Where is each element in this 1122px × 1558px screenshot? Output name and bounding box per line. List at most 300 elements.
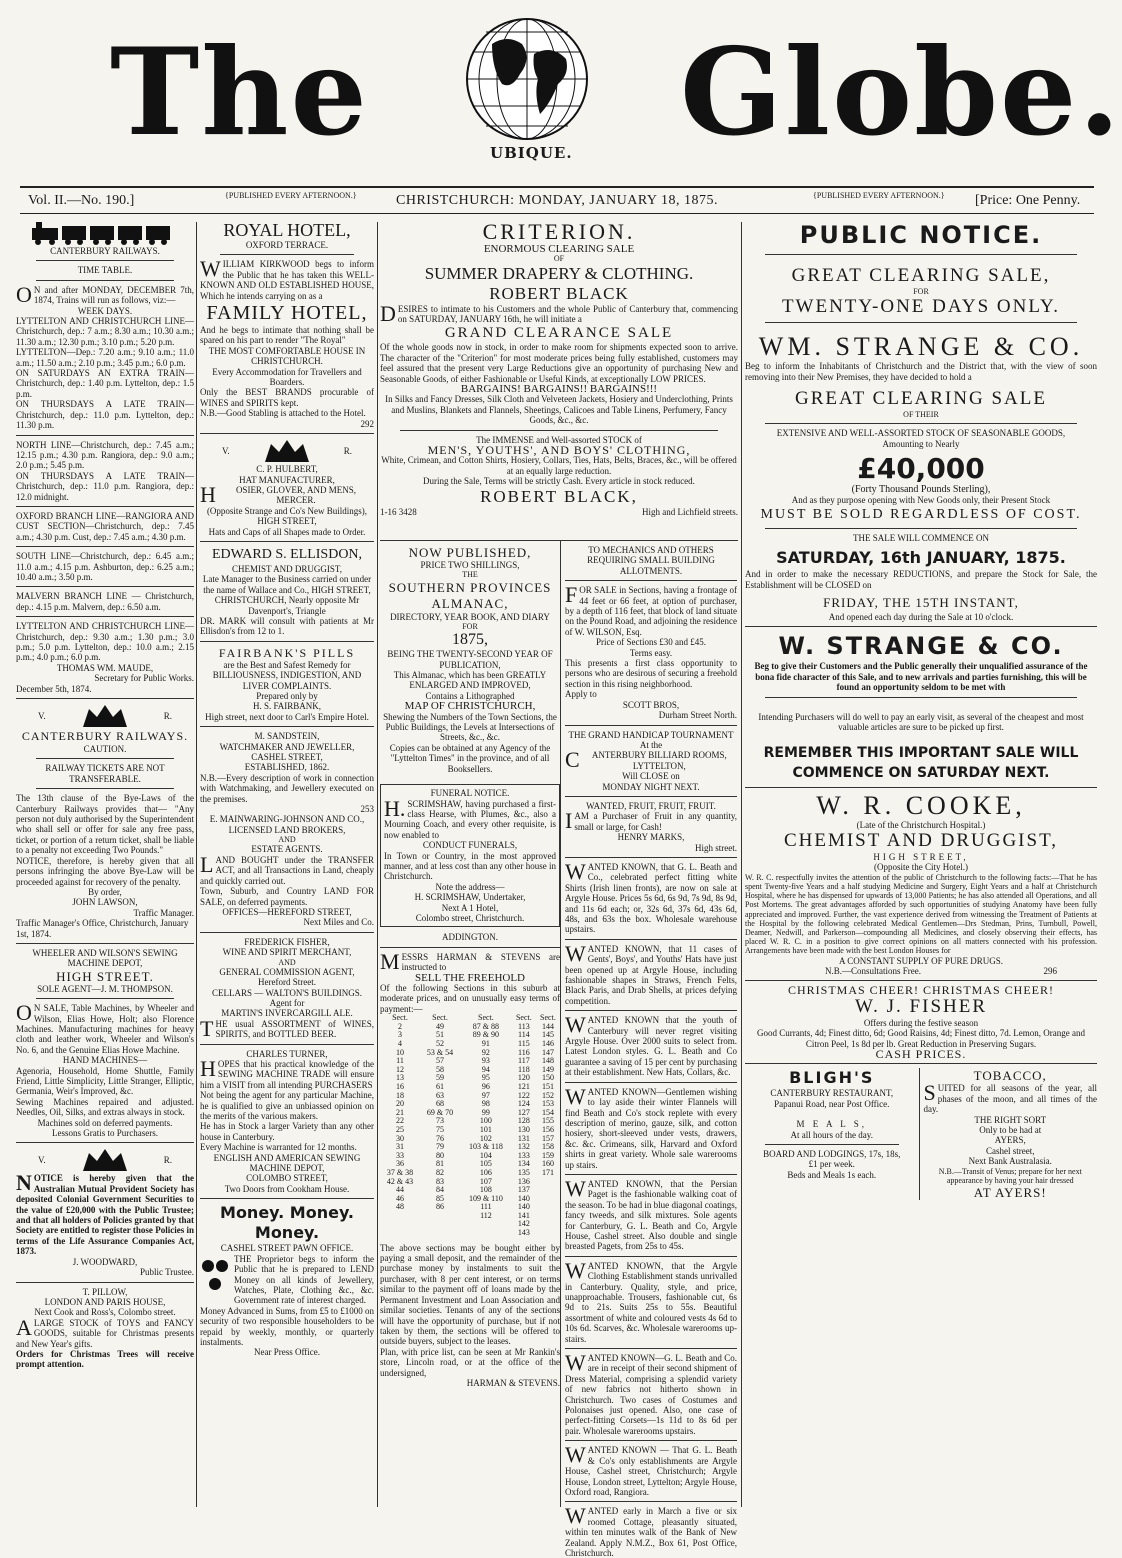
mechanics-body: FOR SALE in Sections, having a frontage of 44 feet or 66 feet, at option of purchaser, by a depth of 116 feet, that block of land situate on the Pound Road, and adjoining the residence of W. WILSON, Esq. — [565, 582, 737, 637]
hotel-subtitle: OXFORD TERRACE. — [245, 240, 329, 250]
turner-body2: Not being the agent for any particular Machine, he is qualified to give an unbiassed opinion on the merits of the various makers. — [200, 1090, 374, 1122]
rail-item: LYTTELTON AND CHRISTCHURCH LINE—Christchurch, dep.: 9.30 a.m.; 1.30 p.m.; 3.0 p.m.; 5.0 p.m. Lyttelton, dep.: 10.0 a.m.; 2.15 p.m.; 4.0 p.m.; 6.0 p.m. — [16, 621, 194, 663]
hat-trade: HAT MANUFACTURER, — [239, 474, 335, 485]
table-cell: 42 & 43 — [386, 1176, 414, 1186]
table-cell: 103 & 118 — [468, 1142, 503, 1152]
royal-crest-icon — [75, 703, 135, 729]
almanac-being: BEING THE TWENTY-SECOND YEAR OF PUBLICATION, — [387, 649, 553, 670]
hat-name: C. P. HULBERT, — [256, 464, 318, 475]
table-cell: 31 — [396, 1142, 404, 1152]
cooke-late: (Late of the Christchurch Hospital.) — [856, 819, 986, 830]
rail-title: CANTERBURY RAILWAYS. — [50, 246, 160, 256]
table-cell: 104 — [479, 1150, 492, 1160]
sections-table-header: Sect. — [478, 1013, 494, 1023]
caution-body: The 13th clause of the Bye-Laws of the Canterbury Railways provides that— "Any person not duly authorised by the Superintendent who shall sell or offer for sale any free pass, ticket, or portion of a return ticket, shall be liable to a penalty not exceeding Two Pounds." — [16, 793, 194, 856]
vr-r: R. — [163, 1155, 172, 1166]
hotel-body6: N.B.—Good Stabling is attached to the Hotel. — [200, 408, 366, 419]
table-cell: 25 — [396, 1124, 404, 1134]
cooke-opposite: (Opposite the City Hotel.) — [874, 862, 968, 873]
hat-body2: Hats and Caps of all Shapes made to Order. — [208, 526, 366, 537]
table-row — [380, 1152, 560, 1161]
addington-body4: Plan, with price list, can be seen at Mr Rankin's store, Lincoln road, or at the office of the undersigned, — [380, 1346, 560, 1378]
tobacco-ad — [920, 1068, 1098, 1200]
for: FOR — [913, 287, 929, 296]
bottom-split — [745, 1068, 1097, 1200]
criterion-line: SUMMER DRAPERY & CLOTHING. — [424, 263, 694, 283]
table-cell: 2 — [398, 1021, 402, 1031]
money-subtitle: CASHEL STREET PAWN OFFICE. — [220, 1243, 354, 1254]
criterion-of: OF — [553, 254, 565, 264]
christmas-cheer: CHRISTMAS CHEER! CHRISTMAS CHEER! — [787, 983, 1055, 998]
rail-item: ON THURSDAYS A LATE TRAIN—Christchurch, dep.: 11.0 p.m. Rangiora, dep.: 12.0 midnight. — [16, 470, 194, 502]
turner-body3: He has in Stock a larger Variety than any other house in Canterbury. — [200, 1121, 374, 1142]
caution-signatory: JOHN LAWSON, — [72, 897, 138, 908]
tobacco-sort: THE RIGHT SORT — [974, 1114, 1047, 1125]
bligh-address: Papanui Road, near Post Office. — [774, 1098, 890, 1109]
table-cell: 141 — [517, 1210, 530, 1220]
table-cell: 22 — [396, 1116, 404, 1126]
table-cell: 157 — [541, 1133, 554, 1143]
caution-date: Traffic Manager's Office, Christchurch, January 1st, 1874. — [16, 918, 189, 939]
caution-subtitle: CAUTION. — [83, 744, 127, 755]
criterion-name: ROBERT BLACK — [489, 283, 629, 303]
remember: REMEMBER THIS IMPORTANT SALE WILL — [763, 744, 1079, 761]
table-cell — [536, 1203, 560, 1212]
sewing-terms: Machines sold on deferred payments. — [37, 1117, 173, 1128]
table-cell — [536, 1212, 560, 1221]
table-cell: 127 — [517, 1107, 530, 1117]
great-sale-2: GREAT CLEARING SALE — [795, 388, 1047, 410]
almanac-title2: ALMANAC, — [431, 595, 509, 611]
firm-body: Beg to inform the Inhabitants of Christchurch and the District that, with the view of soon removing into their New Premises, they have decided to hold a — [745, 361, 1097, 382]
sections-table-header: Sect. — [432, 1013, 448, 1023]
great-sale: GREAT CLEARING SALE, — [791, 265, 1051, 286]
table-cell: 171 — [541, 1167, 554, 1177]
table-cell: 11 — [396, 1056, 404, 1066]
table-cell: 156 — [541, 1124, 554, 1134]
rail-subtitle: TIME TABLE. — [77, 265, 133, 276]
watch-established: ESTABLISHED, 1862. — [244, 762, 330, 773]
table-cell: 124 — [517, 1099, 530, 1109]
table-cell: 13 — [396, 1073, 404, 1083]
rail-item: ON THURSDAYS A LATE TRAIN—Christchurch, dep.: 11.0 p.m. Lyttelton, dep.: 11.30 p.m. — [16, 399, 194, 431]
pills-body: BILLIOUSNESS, INDIGESTION, AND LIVER COMPLAINTS. — [212, 670, 362, 691]
almanac-title: SOUTHERN PROVINCES — [388, 579, 552, 595]
table-cell: 152 — [541, 1090, 554, 1100]
table-cell — [536, 1195, 560, 1204]
hotel-body3: THE MOST COMFORTABLE HOUSE IN CHRISTCHURCH. — [208, 345, 366, 367]
table-cell — [536, 1220, 560, 1229]
almanac-the: THE — [462, 570, 478, 580]
wine-name: FREDERICK FISHER, — [244, 936, 330, 947]
rail-item: OXFORD BRANCH LINE—RANGIORA AND CUST SECTION—Christchurch, dep.: 7.45 a.m.; 4.30 p.m. Cust, dep.: 7.45 a.m.; 4.30 p.m. — [16, 510, 194, 542]
table-cell: 159 — [541, 1150, 554, 1160]
column-rule — [741, 222, 742, 1507]
fruit-name: HENRY MARKS, — [617, 832, 685, 843]
hat-body: HOSIER, GLOVER, AND MENS, MERCER. — [200, 481, 356, 507]
wanted-known: WANTED KNOWN—Gentlemen wishing to lay aside their winter Flannels will find Beath and Co's stock replete with every description of merino, gauze, silk, and cotton hosiery, short-sleeved under vests, drawers, &c. &c. Crimeans, silk, Harvard and Oxford shirts in great variety. Whole sale warerooms up stairs. — [565, 1083, 737, 1170]
hotel-title: ROYAL HOTEL, — [223, 220, 351, 240]
almanac-body3: Copies can be obtained at any Agency of the "Lyttelton Times" in the province, and of all Booksellers. — [389, 742, 551, 774]
table-row — [380, 1195, 560, 1204]
rail-date: December 5th, 1874. — [16, 683, 92, 694]
table-cell: 132 — [517, 1142, 530, 1152]
sections-table-header: Sect. — [540, 1013, 556, 1023]
wanted-known: WANTED KNOWN — That G. L. Beath & Co's only establishments are Argyle House, Cashel street, Christchurch; Argyle House, London street, Lyttelton; Argyle House, Oxford road, Rangiora. — [565, 1442, 737, 1497]
wine-and: AND — [278, 957, 296, 967]
royal-crest-icon — [75, 1147, 135, 1173]
table-cell: 92 — [481, 1047, 490, 1057]
table-cell: 16 — [396, 1081, 404, 1091]
fisher-cash: CASH PRICES. — [875, 1046, 967, 1061]
table-cell: 57 — [436, 1056, 445, 1066]
table-cell: 112 — [480, 1210, 492, 1220]
tobacco-title: TOBACCO, — [973, 1068, 1047, 1084]
volume-number: Vol. II.—No. 190.] — [28, 193, 135, 208]
hotel-body2: And he begs to intimate that nothing shall be spared on his part to render "The Royal" — [200, 325, 374, 346]
sections-table — [380, 1014, 560, 1237]
sections-table-header: Sect. — [392, 1013, 408, 1023]
table-row — [380, 1203, 560, 1212]
royal-arms — [200, 438, 374, 464]
table-cell: 116 — [518, 1047, 530, 1057]
chemist-body2: DR. MARK will consult with patients at Mr Ellisdon's from 12 to 1. — [200, 615, 374, 637]
table-cell — [380, 1212, 420, 1221]
table-cell — [380, 1220, 420, 1229]
table-cell: 140 — [517, 1193, 530, 1203]
turner-address: Two Doors from Cookham House. — [224, 1183, 350, 1194]
fisher-name: W. J. FISHER — [854, 995, 988, 1017]
cottage-wanted: WANTED early in March a five or six roomed Cottage, pleasantly situated, within ten minutes walk of the Bank of New Zealand. Apply N.M.Z., Box 61, Post Office, Christchurch. — [565, 1503, 737, 1558]
locomotive-icon — [30, 220, 180, 246]
column-1 — [16, 220, 194, 1508]
table-row — [380, 1220, 560, 1229]
friday: FRIDAY, THE 15TH INSTANT, — [823, 595, 1019, 611]
funeral-note: Note the address— — [435, 881, 505, 892]
opened-each-day: And opened each day during the Sale at 10 o'clock. — [828, 612, 1014, 623]
addington-body2: Of the following Sections in this suburb at moderate prices, and on unusually easy terms of payment:— — [380, 983, 560, 1014]
bligh-board: BOARD AND LODGINGS, 17s, 18s, — [763, 1149, 901, 1160]
table-cell: 153 — [541, 1099, 554, 1109]
column-rule — [196, 222, 197, 1507]
land-offices2: Next Miles and Co. — [303, 917, 374, 928]
almanac-map: Contains a Lithographed — [425, 690, 515, 701]
funeral-body: H.SCRIMSHAW, having purchased a first-class Hearse, with Plumes, &c., also a Mourning Coach, and every other requisite, is now enabled to — [384, 795, 556, 840]
funeral-title: FUNERAL NOTICE. — [430, 788, 510, 799]
sum-amount: £40,000 — [857, 452, 985, 486]
table-cell: 99 — [481, 1107, 490, 1117]
bligh-beds: Beds and Meals 1s each. — [787, 1169, 877, 1180]
caution-notice: NOTICE, therefore, is hereby given that all persons infringing the above Bye-Law will be proceeded against for recovery of the penalty. — [16, 855, 194, 887]
funeral-conduct: CONDUCT FUNERALS, — [422, 840, 518, 851]
sale-date: SATURDAY, 16th JANUARY, 1875. — [776, 548, 1066, 568]
table-row — [380, 1049, 560, 1058]
table-row — [380, 1229, 560, 1238]
pills-prepared: Prepared only by — [256, 691, 318, 701]
hotel-number: 292 — [360, 418, 374, 429]
table-row — [380, 1126, 560, 1135]
vr-v: V. — [38, 710, 46, 721]
column-4 — [565, 545, 737, 1558]
rail-signatory-role: Secretary for Public Works. — [94, 673, 194, 684]
table-cell: 53 & 54 — [426, 1047, 454, 1057]
table-cell: 37 & 38 — [386, 1167, 414, 1177]
table-cell: 160 — [541, 1159, 554, 1169]
table-cell: 76 — [436, 1133, 445, 1143]
body-3: And in order to make the necessary REDUCTIONS, and prepare the Stock for Sale, the Establishment will be CLOSED on — [745, 569, 1097, 590]
table-cell — [420, 1229, 460, 1238]
watch-street: CASHEL STREET, — [251, 752, 323, 763]
criterion-sub: ENORMOUS CLEARING SALE — [483, 243, 635, 255]
body-2: And as they purpose opening with New Goods only, their Present Stock — [791, 495, 1051, 506]
table-cell: 113 — [518, 1021, 530, 1031]
table-cell: 94 — [481, 1064, 490, 1074]
land-name: E. MAINWARING-JOHNSON AND CO., — [209, 814, 365, 825]
table-cell — [380, 1229, 420, 1238]
cooke-supply: A CONSTANT SUPPLY OF PURE DRUGS. — [839, 955, 1003, 966]
table-row — [380, 1212, 560, 1221]
chemist-body: Late Manager to the Business carried on under the name of Wallace and Co., HIGH STREET, CHRISTCHURCH, Nearly opposite Mr Davenport's, Triangle — [202, 574, 372, 616]
motto: UBIQUE. — [490, 144, 573, 162]
caution-order: By order, — [88, 886, 122, 897]
column-rule — [377, 222, 378, 1507]
table-cell: 151 — [541, 1081, 554, 1091]
table-cell: 73 — [436, 1116, 445, 1126]
cooke-number: 296 — [1043, 965, 1057, 976]
sewing-title: WHEELER AND WILSON'S SEWING MACHINE DEPOT, — [32, 947, 178, 969]
tobacco-had: Only to be had at — [979, 1125, 1042, 1136]
column-3 — [380, 545, 560, 1507]
table-row — [380, 1100, 560, 1109]
mechanics-price: Price of Sections £30 and £45. — [596, 637, 706, 648]
of-their: OF THEIR — [903, 410, 939, 420]
money-title: Money. Money. Money. — [220, 1203, 354, 1243]
turner-depot: ENGLISH AND AMERICAN SEWING MACHINE DEPOT, — [213, 1152, 361, 1174]
money-address: Near Press Office. — [253, 1347, 321, 1358]
table-cell — [536, 1186, 560, 1195]
rail-intro: ON and after MONDAY, DECEMBER 7th, 1874, Trains will run as follows, viz:— — [16, 281, 194, 307]
tobacco-next: Next Bank Australasia. — [968, 1156, 1052, 1167]
vr-r: R. — [163, 710, 172, 721]
pillow-trees: Orders for Christmas Trees will receive prompt attention. — [16, 1348, 194, 1370]
sewing-hand: HAND MACHINES— — [62, 1055, 148, 1066]
caution-role: Traffic Manager. — [133, 907, 194, 918]
cooke-nb: N.B.—Consultations Free. — [825, 965, 921, 976]
table-row — [380, 1117, 560, 1126]
firm-name: WM. STRANGE & CO. — [758, 332, 1084, 362]
wine-trade: WINE AND SPIRIT MERCHANT, — [222, 947, 352, 958]
twenty-one-days: TWENTY-ONE DAYS ONLY. — [781, 296, 1061, 318]
almanac-directory: DIRECTORY, YEAR BOOK, AND DIARY — [390, 611, 550, 622]
table-cell: 114 — [518, 1030, 530, 1040]
table-cell: 155 — [541, 1116, 554, 1126]
table-cell: 149 — [541, 1064, 554, 1074]
watch-trade: WATCHMAKER AND JEWELLER, — [219, 741, 355, 752]
table-cell: 140 — [517, 1202, 530, 1212]
firm-name-2: W. STRANGE & CO. — [778, 632, 1064, 661]
table-cell: 81 — [436, 1159, 445, 1169]
bligh-hours: At all hours of the day. — [790, 1129, 873, 1140]
table-row — [380, 1023, 560, 1032]
table-cell: 106 — [479, 1167, 492, 1177]
column-2 — [200, 220, 374, 1508]
table-cell: 51 — [436, 1030, 445, 1040]
masthead-title-right: Globe. — [680, 22, 1122, 163]
table-cell: 105 — [479, 1159, 492, 1169]
pillow-firm: LONDON AND PARIS HOUSE, — [44, 1296, 166, 1307]
royal-arms — [16, 1147, 194, 1173]
place-date: CHRISTCHURCH: MONDAY, JANUARY 18, 1875. — [396, 193, 718, 208]
hotel-body: WILLIAM KIRKWOOD begs to inform the Public that he has taken this WELL-KNOWN AND OLD ESTABLISHED HOUSE, Which he intends carrying on as a — [200, 256, 374, 301]
table-cell: 52 — [436, 1039, 445, 1048]
vr-v: V. — [38, 1155, 46, 1166]
rail-weekdays: WEEK DAYS. — [77, 305, 133, 316]
tobacco-body: SUITED for all seasons of the year, all phases of the moon, and all times of the day. — [923, 1080, 1097, 1115]
globe-icon — [462, 14, 592, 144]
criterion-sign: ROBERT BLACK, — [480, 486, 638, 506]
table-row — [380, 1109, 560, 1118]
criterion-body: DESIRES to intimate to his Customers and the whole Public of Canterbury that, commencing on SATURDAY, JANUARY 16th, he will initiate a — [380, 300, 738, 326]
table-cell: 33 — [396, 1150, 404, 1160]
criterion-ad — [380, 220, 738, 538]
table-row — [380, 1092, 560, 1101]
table-cell — [536, 1178, 560, 1187]
table-cell: 44 — [396, 1185, 404, 1195]
criterion-title: CRITERION. — [482, 219, 636, 244]
land-and: AND — [278, 835, 296, 845]
billiard-title: THE GRAND HANDICAP TOURNAMENT — [568, 729, 734, 740]
cooke-body: W. R. C. respectfully invites the attention of the public of Christchurch to the following facts:—That he has spent Twenty-five Years and a half studying Medicine and Surgery, Eight Years and a half at Christchurch Hospital, where he has dispensed for upwards of 13,000 Patients; he has also attended all Operations, and all Post Mortems. The great advantages afforded by such opportunities of studying Anatomy have been fully appreciated and improved. Further, the vast experience derived from witnessing the Treatment of Patients at the Hospital by the following celebrated Medical Gentlemen—Drs Stedman, Prins, Turnbull, Powell, Deamer, Nedwill, and Parkerson—compounding all Medicines, and closely observing their effects, has placed W. R. C. in a position to give correct opinions on all matters connected with his profession. Arrangements have been made with the best London Houses for — [745, 872, 1097, 956]
cooke-street: HIGH STREET, — [873, 851, 969, 862]
table-cell: 59 — [436, 1073, 445, 1083]
billiard-at: At the — [639, 739, 663, 750]
watch-body: N.B.—Every description of work in connection with Watchmaking, and Jewellery executed on the premises. — [200, 772, 374, 804]
bligh-meals: M E A L S, — [796, 1119, 867, 1130]
table-cell: 145 — [541, 1030, 554, 1040]
wanted-known: WANTED KNOWN, that G. L. Beath and Co., celebrated perfect fitting white Shirts (Irish linen fronts), are now on sale at Argyle House. Prices 5s 6d, 6s 9d, 7s 9d, 8s 9d, and 11s 6d each; or, 32s 6d, 37s 6d, 43s 6d, 48s, and 63s the box. Wholesale warehouse upstairs. — [565, 858, 737, 935]
funeral-body2: In Town or Country, in the most approved manner, and at less cost than any other house in Christchurch. — [384, 850, 556, 882]
sewing-lessons: Lessons Gratis to Purchasers. — [52, 1128, 158, 1139]
table-cell: 79 — [436, 1142, 445, 1152]
table-cell: 95 — [481, 1073, 490, 1083]
tobacco-nb: N.B.—Transit of Venus; prepare for her next appearance by having your hair dressed — [938, 1166, 1082, 1185]
land-body2: Town, Suburb, and Country LAND FOR SALE, on deferred payments. — [200, 886, 374, 907]
wine-agent-for: Agent for — [269, 997, 305, 1008]
funeral-name: H. SCRIMSHAW, Undertaker, — [414, 892, 526, 903]
sewing-hand-body: Agenoria, Household, Home Shuttle, Family Friend, Little Simplicity, Little Stranger, Elliptic, Germania, Weir's Improved, &c. — [16, 1065, 194, 1097]
money-body: THE Proprietor begs to inform the Public that he is prepared to LEND Money on all kinds of Jewellery, Watches, Plate, Clothing &c., &c. Government rate of interest charged. — [234, 1253, 374, 1306]
mechanics-title: TO MECHANICS AND OTHERS REQUIRING SMALL BUILDING ALLOTMENTS. — [587, 545, 715, 576]
table-cell: 135 — [517, 1167, 530, 1177]
fruit-body: IAM a Purchaser of Fruit in any quantity, small or large, for Cash! — [565, 808, 737, 834]
tobacco-name: AYERS, — [994, 1135, 1026, 1146]
table-cell: 46 — [396, 1193, 404, 1203]
pillow-body: ALARGE STOCK of TOYS and FANCY GOODS, suitable for Christmas presents and New Year's gifts. — [16, 1314, 194, 1349]
table-cell: 147 — [541, 1047, 554, 1057]
table-cell: 10 — [396, 1047, 404, 1057]
sections-table-header: Sect. — [515, 1013, 532, 1023]
amp-role: Public Trustee. — [139, 1267, 194, 1278]
pills-subtitle: are the Best and Safest Remedy for — [223, 659, 351, 670]
stock-line: EXTENSIVE AND WELL-ASSORTED STOCK OF SEASONABLE GOODS, — [776, 428, 1066, 439]
table-cell — [420, 1220, 460, 1229]
table-cell: 109 & 110 — [468, 1193, 503, 1203]
table-cell — [536, 1229, 560, 1238]
watch-name: M. SANDSTEIN, — [254, 731, 320, 742]
addington-sell: SELL THE FREEHOLD — [415, 971, 525, 984]
table-row — [380, 1066, 560, 1075]
firm2-body: Beg to give their Customers and the Public generally their unqualified assurance of the bona fide character of this Sale, and to new arrivals and parties furnishing, this will be found an opportunity seldom to be met with — [754, 661, 1088, 693]
turner-name: CHARLES TURNER, — [246, 1048, 328, 1059]
table-row — [380, 1031, 560, 1040]
masthead — [20, 6, 1122, 182]
amp-signatory: J. WOODWARD, — [72, 1256, 138, 1267]
table-cell: 148 — [541, 1056, 554, 1066]
table-cell: 115 — [518, 1039, 530, 1048]
hotel-body5: Only the BEST BRANDS procurable of WINES and SPIRITS kept. — [200, 387, 374, 408]
vr-v: V. — [222, 445, 230, 456]
wine-ale: MARTIN'S INVERCARGILL ALE. — [221, 1008, 353, 1019]
table-cell: 118 — [518, 1064, 530, 1074]
chemist-trade: CHEMIST AND DRUGGIST, — [232, 563, 342, 574]
billiard-name: CANTERBURY BILLIARD ROOMS, LYTTELTON, — [565, 747, 727, 773]
wine-agent: GENERAL COMMISSION AGENT, — [219, 966, 355, 977]
turner-body4: Every Machine is warranted for 12 months. — [200, 1142, 357, 1153]
table-cell: 154 — [541, 1107, 554, 1117]
pawnbroker-balls-icon — [200, 1254, 230, 1294]
sewing-body: ON SALE, Table Machines, by Wheeler and Wilson, Elias Howe, Holt; also Florence Machines. Manufacturing machines for heavy cloth and leather work, Wheeler and Wilson's No. 6, and the Genuine Elias Howe Machine. — [16, 1000, 194, 1055]
must-be-sold: MUST BE SOLD REGARDLESS OF COST. — [760, 506, 1082, 522]
table-cell: 12 — [396, 1064, 404, 1074]
table-cell: 80 — [436, 1150, 445, 1160]
table-cell: 144 — [541, 1021, 554, 1031]
table-cell: 130 — [517, 1124, 530, 1134]
table-cell: 87 & 88 — [472, 1021, 500, 1031]
dateline — [20, 186, 1094, 214]
land-offices: OFFICES—HEREFORD STREET, — [222, 906, 352, 917]
rail-item: MALVERN BRANCH LINE — Christchurch, dep.: 4.15 p.m. Malvern, dep.: 6.50 a.m. — [16, 591, 194, 612]
criterion-stock: The IMMENSE and Well-assorted STOCK of — [476, 434, 642, 445]
table-cell: 85 — [436, 1193, 445, 1203]
almanac-year: 1875, — [452, 631, 488, 649]
bligh-title: BLIGH'S — [789, 1068, 875, 1088]
table-cell — [420, 1212, 460, 1221]
sewing-street: HIGH STREET. — [56, 968, 154, 984]
table-cell: 142 — [517, 1219, 530, 1229]
table-cell: 36 — [396, 1159, 404, 1169]
funeral-address: Next A 1 Hotel, — [441, 902, 499, 913]
hotel-body4: Every Accommodation for Travellers and Boarders. — [212, 366, 362, 388]
almanac-price: PRICE TWO SHILLINGS, — [420, 560, 520, 570]
table-cell — [460, 1220, 512, 1229]
sewing-repair: Sewing Machines repaired and adjusted. Needles, Oil, Silks, and extras always in stock. — [16, 1096, 194, 1118]
mechanics-body2: This presents a first class opportunity to persons who are desirous of securing a freehold section in this rising neighborhood. — [565, 658, 737, 689]
table-cell: 48 — [396, 1202, 404, 1212]
rail-item: ON SATURDAYS AN EXTRA TRAIN—Christchurch, dep.: 1.40 p.m. Lyttelton, dep.: 1.5 p.m. — [16, 368, 194, 399]
table-cell: 101 — [479, 1124, 492, 1134]
mechanics-address: Durham Street North. — [658, 710, 737, 721]
table-cell: 63 — [436, 1090, 445, 1100]
rail-signatory: THOMAS WM. MAUDE, — [56, 662, 154, 673]
published-note-left: {PUBLISHED EVERY AFTERNOON.} — [225, 191, 357, 200]
firm2-body2: Intending Purchasers will do well to pay an early visit, as several of the cheapest and most valuable articles are sure to be picked up first. — [758, 711, 1084, 733]
table-cell: 122 — [517, 1090, 530, 1100]
table-row — [380, 1178, 560, 1187]
table-row — [380, 1040, 560, 1049]
table-cell: 107 — [479, 1176, 492, 1186]
bligh-week: £1 per week. — [808, 1159, 855, 1170]
caution-head: RAILWAY TICKETS ARE NOT TRANSFERABLE. — [45, 763, 165, 784]
